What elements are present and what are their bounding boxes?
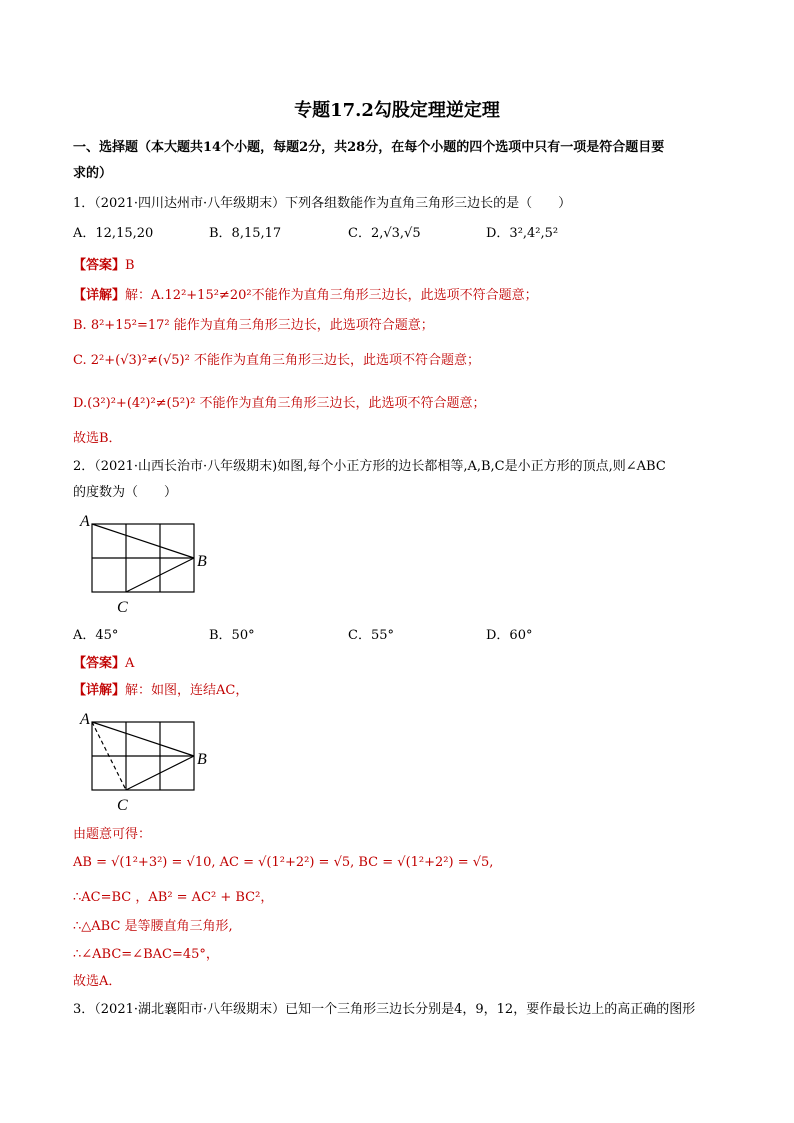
q2-answer (73, 652, 134, 671)
q2-solution-figure (76, 706, 226, 814)
page-title: 专题17.2勾股定理逆定理 (294, 100, 500, 121)
detail-line: ∴AC=BC ，AB² = AC² + BC²， (73, 890, 274, 905)
detail-line: 由题意可得： (73, 827, 152, 842)
label-c: C (117, 797, 128, 814)
section-heading: 一、选择题（本大题共14个小题，每题2分，共28分，在每个小题的四个选项中只有一项是符合题目要 (73, 140, 665, 155)
q1-option-a: A．12,15,20 (73, 226, 154, 241)
label-b: B (197, 751, 207, 768)
label-c: C (117, 599, 128, 616)
q1-option-d: D．3²,4²,5² (486, 226, 559, 241)
q2-option-b: B．50° (209, 628, 255, 643)
answer-value: A (125, 656, 135, 671)
answer-label: 【答案】 (73, 258, 126, 273)
detail-line: 故选A． (73, 974, 122, 989)
detail-line: AB = √(1²+3²) = √10, AC = √(1²+2²) = √5, BC = √(1²+2²) = √5, (73, 855, 494, 870)
answer-value: B (125, 258, 135, 273)
q2-detail (73, 679, 248, 698)
segment-ab (92, 524, 194, 558)
section-heading-cont: 求的） (73, 166, 113, 181)
segment-ab (92, 722, 194, 756)
q1-option-b: B．8,15,17 (209, 226, 282, 241)
detail-line: B. 8²+15²=17² 能作为直角三角形三边长，此选项符合题意； (73, 318, 434, 333)
detail-line: C. 2²+(√3)²≠(√5)² 不能作为直角三角形三边长，此选项不符合题意； (73, 353, 480, 368)
detail-label: 【详解】 (73, 288, 126, 303)
detail-line: 故选B． (73, 431, 122, 446)
q1-detail (73, 284, 538, 303)
detail-line: D.(3²)²+(4²)²≠(5²)² 不能作为直角三角形三边长，此选项不符合题意； (73, 396, 486, 411)
q2-option-d: D．60° (486, 628, 533, 643)
detail-line: ∴∠ABC=∠BAC=45°， (73, 947, 219, 962)
detail-line: ∴△ABC 是等腰直角三角形, (73, 919, 233, 934)
q1-stem: 1．（2021·四川达州市·八年级期末）下列各组数能作为直角三角形三边长的是（ ） (73, 196, 572, 211)
q2-stem-cont: 的度数为（ ） (73, 485, 178, 500)
q2-option-c: C．55° (348, 628, 394, 643)
label-b: B (197, 553, 207, 570)
detail-intro: 解：如图，连结AC， (125, 683, 249, 698)
label-a: A (80, 711, 90, 728)
q2-option-a: A．45° (73, 628, 119, 643)
answer-label: 【答案】 (73, 656, 126, 671)
detail-line: 解：A.12²+15²≠20²不能作为直角三角形三边长，此选项不符合题意； (125, 288, 538, 303)
q1-option-c: C．2,√3,√5 (348, 226, 421, 241)
q2-stem: 2．（2021·山西长治市·八年级期末)如图,每个小正方形的边长都相等,A,B,C是小正方形的顶点,则∠ABC (73, 459, 666, 474)
q2-grid-figure (76, 508, 226, 616)
q3-stem: 3．（2021·湖北襄阳市·八年级期末）已知一个三角形三边长分别是4，9，12，要作最长边上的高正确的图形 (73, 1002, 696, 1017)
detail-label: 【详解】 (73, 683, 126, 698)
q1-answer (73, 254, 135, 273)
label-a: A (80, 513, 90, 530)
